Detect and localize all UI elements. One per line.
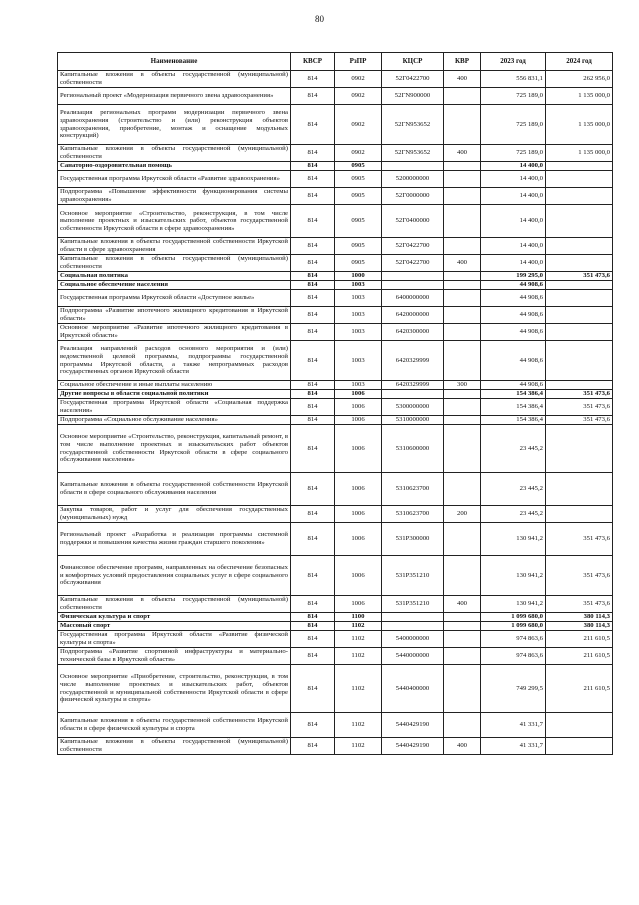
- table-header-row: [58, 53, 613, 71]
- cell-kvr: [444, 556, 481, 596]
- table-row: [58, 506, 613, 523]
- table-row: [58, 523, 613, 556]
- cell-2024: 351 473,6: [546, 523, 613, 556]
- cell-rzpr: 0905: [335, 171, 382, 188]
- cell-name: Капитальные вложения в объекты государственной (муниципальной) собственности: [58, 738, 291, 755]
- table-row: [58, 272, 613, 281]
- cell-name: Социальная политика: [58, 272, 291, 281]
- cell-name: Реализация направлений расходов основного мероприятия и (или) ведомственной целевой программы, подпрограммы государственной программы Иркутской области, а также непрограммных расходов государственных органов Иркутской области: [58, 341, 291, 381]
- cell-kvr: [444, 648, 481, 665]
- cell-kvsr: 814: [291, 473, 335, 506]
- cell-name: Основное мероприятие «Приобретение, строительство, реконструкция, в том числе выполнение проектных и изыскательских работ, объектов государственной и муниципальной собственности Иркутской области в сфере физической культуры и спорта»: [58, 665, 291, 713]
- cell-name: Капитальные вложения в объекты государственной собственности Иркутской области в сфере физической культуры и спорта: [58, 713, 291, 738]
- cell-kvr: [444, 399, 481, 416]
- cell-rzpr: 1006: [335, 596, 382, 613]
- cell-2023: 130 941,2: [481, 596, 546, 613]
- cell-2024: [546, 171, 613, 188]
- cell-kvr: 200: [444, 506, 481, 523]
- table-row: [58, 171, 613, 188]
- cell-2023: 199 295,0: [481, 272, 546, 281]
- cell-kvr: [444, 390, 481, 399]
- cell-kvr: [444, 105, 481, 145]
- cell-kvsr: 814: [291, 425, 335, 473]
- header-kcsr: КЦСР: [382, 53, 444, 71]
- cell-kvsr: 814: [291, 188, 335, 205]
- cell-rzpr: 1006: [335, 416, 382, 425]
- cell-name: Физическая культура и спорт: [58, 613, 291, 622]
- cell-2023: 23 445,2: [481, 473, 546, 506]
- cell-kcsr: [382, 390, 444, 399]
- cell-rzpr: 0905: [335, 162, 382, 171]
- cell-2024: [546, 506, 613, 523]
- cell-2024: [546, 255, 613, 272]
- cell-kcsr: 52Г0000000: [382, 188, 444, 205]
- cell-name: Финансовое обеспечение программ, направленных на обеспечение безопасных и комфортных условий предоставления социальных услуг в сфере социального обслуживания: [58, 556, 291, 596]
- cell-kvr: [444, 665, 481, 713]
- table-row: [58, 416, 613, 425]
- cell-name: Реализация региональных программ модернизации первичного звена здравоохранения (строительство и (или) реконструкция объектов здравоохранения, приобретение, монтаж и оснащение модульных конструкций): [58, 105, 291, 145]
- cell-rzpr: 1102: [335, 713, 382, 738]
- cell-kcsr: 5310000000: [382, 416, 444, 425]
- cell-rzpr: 0902: [335, 71, 382, 88]
- cell-2024: 1 135 000,0: [546, 145, 613, 162]
- cell-rzpr: 0902: [335, 145, 382, 162]
- cell-kvr: [444, 473, 481, 506]
- cell-rzpr: 1100: [335, 613, 382, 622]
- cell-kcsr: 6420300000: [382, 324, 444, 341]
- cell-rzpr: 1006: [335, 399, 382, 416]
- cell-2024: [546, 713, 613, 738]
- cell-rzpr: 0905: [335, 188, 382, 205]
- cell-kcsr: [382, 281, 444, 290]
- table-row: [58, 71, 613, 88]
- cell-kcsr: 5310623700: [382, 473, 444, 506]
- table-row: [58, 613, 613, 622]
- cell-2024: [546, 162, 613, 171]
- cell-2024: 351 473,6: [546, 556, 613, 596]
- cell-name: Региональный проект «Разработка и реализация программы системной поддержки и повышения качества жизни граждан старшего поколения»: [58, 523, 291, 556]
- cell-kvsr: 814: [291, 390, 335, 399]
- table-row: [58, 381, 613, 390]
- page-number: 80: [315, 14, 324, 24]
- cell-kcsr: 52Г0422700: [382, 238, 444, 255]
- cell-2024: 1 135 000,0: [546, 88, 613, 105]
- cell-kcsr: 52ГN953652: [382, 105, 444, 145]
- cell-kcsr: 52Г0422700: [382, 71, 444, 88]
- cell-kvr: [444, 205, 481, 238]
- cell-kvsr: 814: [291, 622, 335, 631]
- cell-kvr: [444, 281, 481, 290]
- cell-name: Государственная программа Иркутской области «Социальная поддержка населения»: [58, 399, 291, 416]
- cell-2024: [546, 281, 613, 290]
- cell-kcsr: 6420329999: [382, 381, 444, 390]
- header-kvsr: КВСР: [291, 53, 335, 71]
- cell-2023: 41 331,7: [481, 738, 546, 755]
- table-row: [58, 596, 613, 613]
- table-row: [58, 390, 613, 399]
- cell-kvr: [444, 631, 481, 648]
- cell-name: Государственная программа Иркутской области «Доступное жилье»: [58, 290, 291, 307]
- cell-kvr: [444, 341, 481, 381]
- cell-2023: 974 863,6: [481, 631, 546, 648]
- cell-rzpr: 1006: [335, 506, 382, 523]
- table-row: [58, 145, 613, 162]
- cell-kvsr: 814: [291, 665, 335, 713]
- cell-kcsr: 531P351210: [382, 556, 444, 596]
- cell-kvr: 300: [444, 381, 481, 390]
- cell-kcsr: [382, 272, 444, 281]
- cell-2024: 380 114,3: [546, 622, 613, 631]
- table-row: [58, 188, 613, 205]
- table-row: [58, 473, 613, 506]
- cell-2023: 44 908,6: [481, 324, 546, 341]
- cell-kvsr: 814: [291, 341, 335, 381]
- cell-name: Подпрограмма «Развитие спортивной инфраструктуры и материально- технической базы в Иркутской области»: [58, 648, 291, 665]
- cell-2024: [546, 473, 613, 506]
- table-row: [58, 290, 613, 307]
- cell-name: Подпрограмма «Повышение эффективности функционирования системы здравоохранения»: [58, 188, 291, 205]
- cell-kvsr: 814: [291, 238, 335, 255]
- cell-name: Капитальные вложения в объекты государственной (муниципальной) собственности: [58, 71, 291, 88]
- cell-2023: 725 189,0: [481, 145, 546, 162]
- cell-name: Капитальные вложения в объекты государственной собственности Иркутской области в сфере социального обслуживания населения: [58, 473, 291, 506]
- table-row: [58, 622, 613, 631]
- cell-kvr: 400: [444, 738, 481, 755]
- cell-rzpr: 1006: [335, 390, 382, 399]
- cell-rzpr: 1102: [335, 665, 382, 713]
- cell-kvr: [444, 416, 481, 425]
- cell-rzpr: 1003: [335, 341, 382, 381]
- cell-2023: 1 099 680,0: [481, 622, 546, 631]
- cell-rzpr: 1006: [335, 523, 382, 556]
- cell-kvsr: 814: [291, 290, 335, 307]
- header-rzpr: РзПР: [335, 53, 382, 71]
- table-row: [58, 341, 613, 381]
- table-row: [58, 648, 613, 665]
- cell-kvr: [444, 324, 481, 341]
- cell-kvr: [444, 88, 481, 105]
- cell-kcsr: [382, 622, 444, 631]
- table-row: [58, 713, 613, 738]
- cell-name: Основное мероприятие «Строительство, реконструкция, в том числе выполнение проектных и изыскательских работ, объектов государственной собственности Иркутской области в сфере здравоохранения»: [58, 205, 291, 238]
- cell-2024: 262 956,0: [546, 71, 613, 88]
- cell-kcsr: 5310600000: [382, 425, 444, 473]
- cell-2024: 351 473,6: [546, 399, 613, 416]
- cell-kvr: [444, 307, 481, 324]
- cell-kvr: [444, 425, 481, 473]
- cell-kvsr: 814: [291, 506, 335, 523]
- cell-kcsr: 5300000000: [382, 399, 444, 416]
- cell-name: Подпрограмма «Развитие ипотечного жилищного кредитования в Иркутской области»: [58, 307, 291, 324]
- cell-2023: 14 400,0: [481, 188, 546, 205]
- cell-2024: [546, 425, 613, 473]
- cell-2023: 974 863,6: [481, 648, 546, 665]
- table-row: [58, 425, 613, 473]
- cell-2024: [546, 341, 613, 381]
- cell-kcsr: 52Г0400000: [382, 205, 444, 238]
- cell-kvr: 400: [444, 145, 481, 162]
- cell-2023: 1 099 680,0: [481, 613, 546, 622]
- cell-kvsr: 814: [291, 281, 335, 290]
- header-name: Наименование: [58, 53, 291, 71]
- cell-kvsr: 814: [291, 613, 335, 622]
- cell-kcsr: 52ГN900000: [382, 88, 444, 105]
- cell-2023: 44 908,6: [481, 341, 546, 381]
- cell-name: Капитальные вложения в объекты государственной (муниципальной) собственности: [58, 145, 291, 162]
- cell-2023: 725 189,0: [481, 88, 546, 105]
- cell-kvr: [444, 238, 481, 255]
- table-row: [58, 281, 613, 290]
- cell-name: Государственная программа Иркутской области «Развитие физической культуры и спорта»: [58, 631, 291, 648]
- cell-kvsr: 814: [291, 523, 335, 556]
- table-row: [58, 324, 613, 341]
- cell-2024: 1 135 000,0: [546, 105, 613, 145]
- cell-name: Региональный проект «Модернизация первичного звена здравоохранения»: [58, 88, 291, 105]
- cell-name: Социальное обеспечение и иные выплаты населению: [58, 381, 291, 390]
- cell-rzpr: 1006: [335, 473, 382, 506]
- cell-2023: 23 445,2: [481, 425, 546, 473]
- cell-kvr: [444, 622, 481, 631]
- table-row: [58, 238, 613, 255]
- cell-kvr: 400: [444, 596, 481, 613]
- cell-kcsr: 6420329999: [382, 341, 444, 381]
- cell-rzpr: 1003: [335, 307, 382, 324]
- cell-kcsr: 5400000000: [382, 631, 444, 648]
- cell-2023: 14 400,0: [481, 255, 546, 272]
- cell-kcsr: 531P300000: [382, 523, 444, 556]
- cell-2023: 725 189,0: [481, 105, 546, 145]
- cell-kcsr: [382, 613, 444, 622]
- cell-rzpr: 1006: [335, 425, 382, 473]
- table-row: [58, 105, 613, 145]
- table-row: [58, 307, 613, 324]
- table-row: [58, 88, 613, 105]
- cell-kvsr: 814: [291, 324, 335, 341]
- cell-2024: [546, 324, 613, 341]
- cell-kvsr: 814: [291, 307, 335, 324]
- cell-kcsr: 5440429190: [382, 713, 444, 738]
- table-row: [58, 162, 613, 171]
- cell-kvr: [444, 613, 481, 622]
- cell-name: Подпрограмма «Социальное обслуживание населения»: [58, 416, 291, 425]
- cell-2023: 14 400,0: [481, 162, 546, 171]
- cell-2024: 211 610,5: [546, 631, 613, 648]
- table-body: [58, 71, 613, 755]
- cell-name: Социальное обеспечение населения: [58, 281, 291, 290]
- table-row: [58, 631, 613, 648]
- cell-2024: [546, 738, 613, 755]
- cell-rzpr: 0905: [335, 205, 382, 238]
- cell-kvsr: 814: [291, 145, 335, 162]
- cell-2023: 154 386,4: [481, 416, 546, 425]
- cell-rzpr: 1003: [335, 381, 382, 390]
- cell-kvsr: 814: [291, 105, 335, 145]
- cell-name: Государственная программа Иркутской области «Развитие здравоохранения»: [58, 171, 291, 188]
- cell-2023: 154 386,4: [481, 399, 546, 416]
- cell-kvr: [444, 713, 481, 738]
- cell-2023: 14 400,0: [481, 238, 546, 255]
- cell-2024: [546, 205, 613, 238]
- cell-kvsr: 814: [291, 162, 335, 171]
- cell-kvsr: 814: [291, 648, 335, 665]
- cell-2024: 211 610,5: [546, 665, 613, 713]
- cell-2023: 44 908,6: [481, 281, 546, 290]
- cell-name: Закупка товаров, работ и услуг для обеспечения государственных (муниципальных) нужд: [58, 506, 291, 523]
- cell-2024: [546, 188, 613, 205]
- cell-rzpr: 0902: [335, 88, 382, 105]
- cell-2024: 380 114,3: [546, 613, 613, 622]
- cell-2024: [546, 290, 613, 307]
- cell-2023: 44 908,6: [481, 307, 546, 324]
- cell-kvr: [444, 272, 481, 281]
- cell-kvr: 400: [444, 71, 481, 88]
- cell-kcsr: 5200000000: [382, 171, 444, 188]
- header-kvr: КВР: [444, 53, 481, 71]
- table-row: [58, 738, 613, 755]
- cell-kcsr: 52Г0422700: [382, 255, 444, 272]
- cell-2024: 351 473,6: [546, 416, 613, 425]
- cell-rzpr: 0905: [335, 255, 382, 272]
- cell-kcsr: 5440400000: [382, 665, 444, 713]
- cell-2023: 44 908,6: [481, 381, 546, 390]
- cell-kvsr: 814: [291, 205, 335, 238]
- cell-rzpr: 1006: [335, 556, 382, 596]
- cell-2024: 211 610,5: [546, 648, 613, 665]
- cell-rzpr: 1003: [335, 281, 382, 290]
- cell-rzpr: 0902: [335, 105, 382, 145]
- cell-name: Капитальные вложения в объекты государственной (муниципальной) собственности: [58, 596, 291, 613]
- cell-name: Основное мероприятие «Развитие ипотечного жилищного кредитования в Иркутской области»: [58, 324, 291, 341]
- cell-2023: 14 400,0: [481, 205, 546, 238]
- cell-kvsr: 814: [291, 255, 335, 272]
- cell-kvsr: 814: [291, 381, 335, 390]
- cell-kcsr: 52ГN953652: [382, 145, 444, 162]
- cell-2023: 44 908,6: [481, 290, 546, 307]
- cell-name: Массовый спорт: [58, 622, 291, 631]
- cell-kvsr: 814: [291, 738, 335, 755]
- cell-kvsr: 814: [291, 88, 335, 105]
- cell-rzpr: 1102: [335, 648, 382, 665]
- cell-2023: 556 831,1: [481, 71, 546, 88]
- cell-kcsr: 5440000000: [382, 648, 444, 665]
- cell-2024: [546, 238, 613, 255]
- header-2024: 2024 год: [546, 53, 613, 71]
- cell-kvsr: 814: [291, 713, 335, 738]
- cell-name: Другие вопросы в области социальной политики: [58, 390, 291, 399]
- cell-kvr: [444, 162, 481, 171]
- cell-2023: 749 299,5: [481, 665, 546, 713]
- cell-2023: 23 445,2: [481, 506, 546, 523]
- cell-kcsr: [382, 162, 444, 171]
- cell-kcsr: 5310623700: [382, 506, 444, 523]
- cell-rzpr: 1102: [335, 738, 382, 755]
- cell-kvr: [444, 523, 481, 556]
- cell-kvr: 400: [444, 255, 481, 272]
- table-row: [58, 399, 613, 416]
- cell-2024: 351 473,6: [546, 272, 613, 281]
- header-2023: 2023 год: [481, 53, 546, 71]
- cell-2023: 154 386,4: [481, 390, 546, 399]
- cell-name: Основное мероприятие «Строительство, реконструкция, капитальный ремонт, в том числе выполнение проектных и изыскательских работ объектов государственной собственности Иркутской области в сфере социального обслуживания населения»: [58, 425, 291, 473]
- table-row: [58, 255, 613, 272]
- cell-rzpr: 0905: [335, 238, 382, 255]
- cell-kvsr: 814: [291, 416, 335, 425]
- cell-kvsr: 814: [291, 596, 335, 613]
- cell-kvsr: 814: [291, 71, 335, 88]
- cell-kvr: [444, 188, 481, 205]
- cell-rzpr: 1003: [335, 324, 382, 341]
- cell-kvsr: 814: [291, 556, 335, 596]
- cell-rzpr: 1000: [335, 272, 382, 281]
- cell-name: Санаторно-оздоровительная помощь: [58, 162, 291, 171]
- cell-2023: 130 941,2: [481, 523, 546, 556]
- cell-2024: 351 473,6: [546, 390, 613, 399]
- cell-kvsr: 814: [291, 631, 335, 648]
- cell-2024: 351 473,6: [546, 596, 613, 613]
- cell-rzpr: 1102: [335, 622, 382, 631]
- cell-rzpr: 1003: [335, 290, 382, 307]
- cell-name: Капитальные вложения в объекты государственной (муниципальной) собственности: [58, 255, 291, 272]
- cell-2023: 14 400,0: [481, 171, 546, 188]
- cell-kvr: [444, 171, 481, 188]
- cell-2024: [546, 381, 613, 390]
- cell-kvsr: 814: [291, 272, 335, 281]
- cell-kcsr: 6400000000: [382, 290, 444, 307]
- cell-name: Капитальные вложения в объекты государственной собственности Иркутской области в сфере здравоохранения: [58, 238, 291, 255]
- cell-kvr: [444, 290, 481, 307]
- budget-table: [57, 52, 613, 755]
- cell-kcsr: 5440429190: [382, 738, 444, 755]
- cell-kvsr: 814: [291, 171, 335, 188]
- table-row: [58, 665, 613, 713]
- cell-rzpr: 1102: [335, 631, 382, 648]
- cell-2023: 130 941,2: [481, 556, 546, 596]
- table-row: [58, 556, 613, 596]
- cell-kcsr: 6420000000: [382, 307, 444, 324]
- cell-2023: 41 331,7: [481, 713, 546, 738]
- table-row: [58, 205, 613, 238]
- cell-kcsr: 531P351210: [382, 596, 444, 613]
- cell-2024: [546, 307, 613, 324]
- cell-kvsr: 814: [291, 399, 335, 416]
